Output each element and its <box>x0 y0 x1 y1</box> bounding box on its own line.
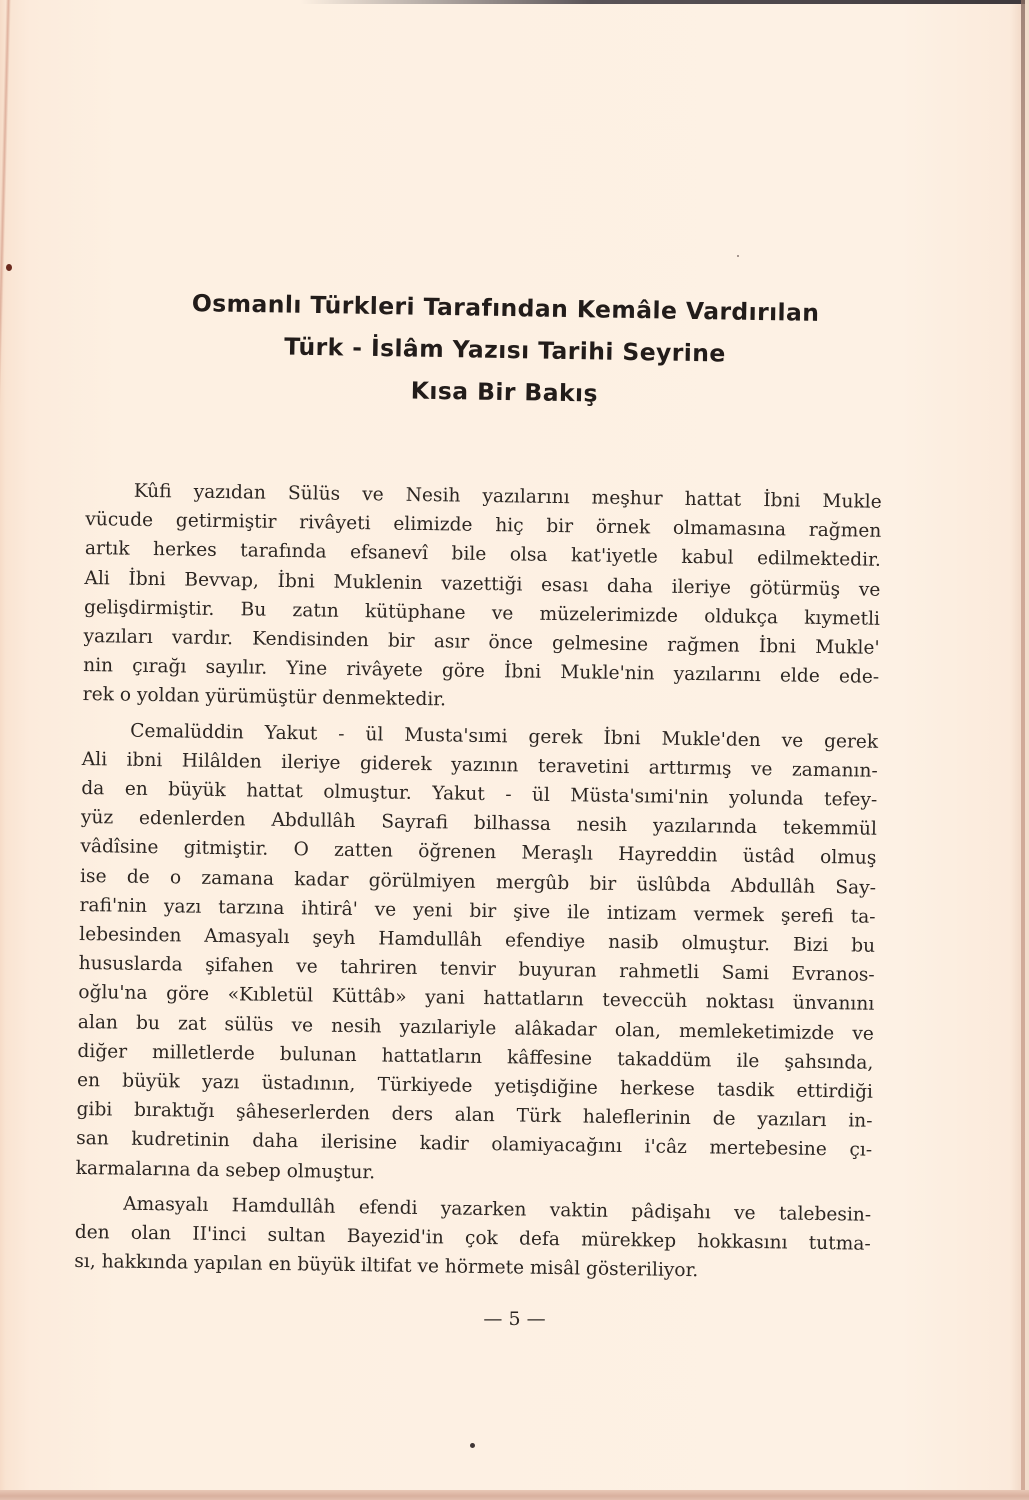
text-line: nin çırağı sayılır. Yine rivâyete göre İbni Mukle'nin yazılarını elde ede- <box>83 655 880 689</box>
text-line: Cemalüddin Yakut - ül Musta'sımi gerek İbni Mukle'den ve gerek <box>130 720 879 753</box>
text-line: da en büyük hattat olmuştur. Yakut - ül Müsta'sımi'nin yolunda tefey- <box>81 777 878 811</box>
title-line-2: Türk - İslâm Yazısı Tarihi Seyrine <box>284 332 726 368</box>
text-line: lebesinden Amasyalı şeyh Hamdullâh efendiye nasib olmuştur. Bizi bu <box>79 923 876 957</box>
document-title <box>109 281 901 419</box>
text-line: gelişdirmiştir. Bu zatın kütüphane ve müzelerimizde oldukça kıymetli <box>83 596 881 630</box>
text-line: vâdîsine gitmiştir. O zatten öğrenen Meraşlı Hayreddin üstâd olmuş <box>80 836 877 870</box>
text-line: sı, hakkında yapılan en büyük iltifat ve hörmete misâl gösteriliyor. <box>74 1251 699 1282</box>
text-line: alan bu zat sülüs ve nesih yazılariyle alâkadar olan, memleketimizde ve <box>77 1011 874 1045</box>
text-line: artık herkes tarafında efsanevî bile olsa kat'iyetle kabul edilmektedir. <box>84 538 881 572</box>
text-line: oğlu'na göre «Kıbletül Küttâb» yani hattatların teveccüh noktası ünvanını <box>78 982 875 1016</box>
text-line: diğer milletlerde bulunan hattatların kâffesine takaddüm ile şahsında, <box>77 1040 874 1074</box>
body-text <box>74 476 882 1288</box>
text-line: ise de o zamana kadar görülmiyen mergûb bir üslûbda Abdullâh Say- <box>79 865 877 899</box>
title-line-1: Osmanlı Türkleri Tarafından Kemâle Vardırılan <box>191 289 820 327</box>
text-line: Ali İbni Bevvap, İbni Muklenin vazettiği esası daha ileriye götürmüş ve <box>84 567 881 601</box>
text-line: hususlarda şifahen ve tahriren tenvir buyuran rahmetli Sami Evranos- <box>78 953 875 987</box>
page-number: — 5 — <box>483 1308 546 1330</box>
text-line: karmalarına da sebep olmuştur. <box>75 1157 376 1184</box>
text-line: Ali ibni Hilâlden ileriye giderek yazının teravetini arttırmış ve zamanın- <box>81 748 878 782</box>
text-line: den olan II'inci sultan Bayezid'in çok defa mürekkep hokkasını tutma- <box>74 1221 871 1255</box>
text-line: rafi'nin yazı tarzına ihtirâ' ve yeni bir şive ile intizam vermek şerefi ta- <box>79 894 876 928</box>
text-line: Amasyalı Hamdullâh efendi yazarken vaktin pâdişahı ve talebesin- <box>123 1193 872 1226</box>
paragraph-3 <box>74 1189 871 1288</box>
text-line: vücude getirmiştir rivâyeti elimizde hiç bir örnek olmamasına rağmen <box>85 509 882 543</box>
text-line: gibi bıraktığı şâheserlerden ders alan Türk haleflerinin de yazıları in- <box>76 1099 873 1133</box>
text-line: yüz edenlerden Abdullâh Sayrafi bilhassa nesih yazılarında tekemmül <box>80 807 877 841</box>
text-line: san kudretinin daha ilerisine kadir olamiyacağını i'câz mertebesine çı- <box>76 1128 873 1162</box>
paragraph-1 <box>83 476 882 721</box>
text-line: Kûfi yazıdan Sülüs ve Nesih yazılarını meşhur hattat İbni Mukle <box>133 480 882 513</box>
text-line: yazıları vardır. Kendisinden bir asır önce gelmesine rağmen İbni Mukle' <box>83 625 880 659</box>
text-line: en büyük yazı üstadının, Türkiyede yetişdiğine herkese tasdik ettirdiği <box>76 1069 874 1103</box>
title-line-3: Kısa Bir Bakış <box>410 376 599 408</box>
text-line: rek o yoldan yürümüştür denmektedir. <box>82 684 447 711</box>
paragraph-2 <box>76 716 879 1195</box>
